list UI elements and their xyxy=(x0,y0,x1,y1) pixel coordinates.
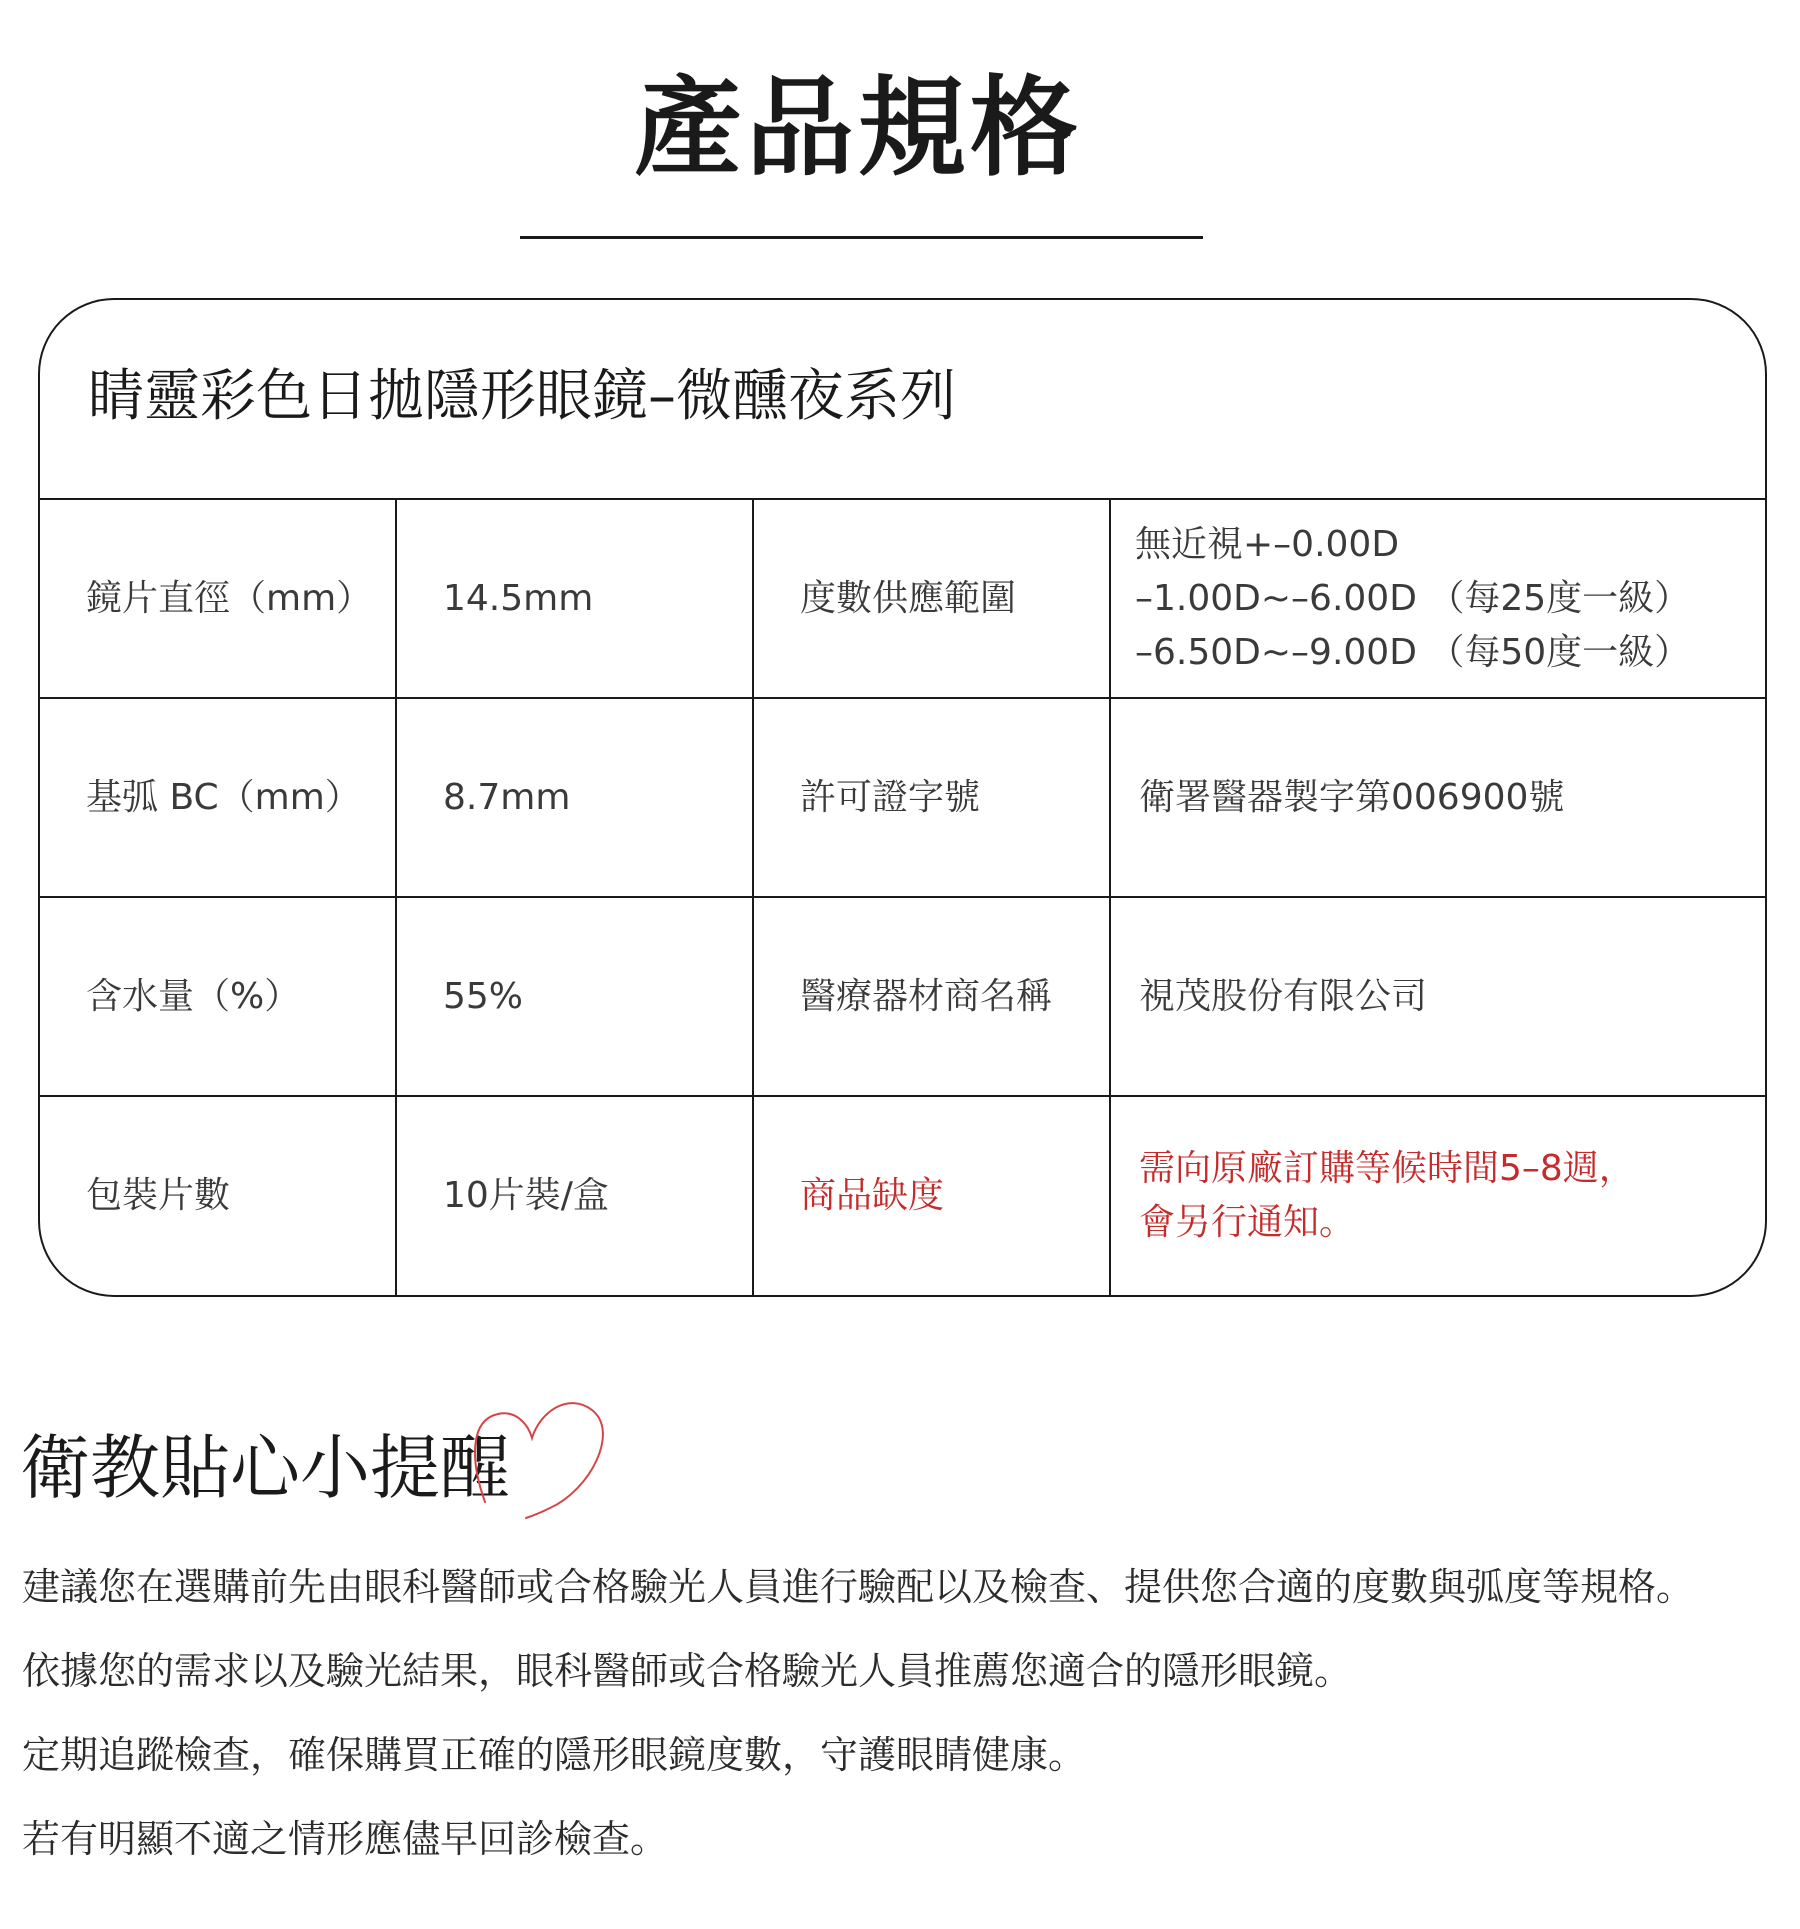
tips-heading-block xyxy=(20,1390,620,1520)
spec-value-diameter: 14.5mm xyxy=(397,500,754,699)
spec-value-license: 衛署醫器製字第006900號 xyxy=(1111,699,1765,898)
spec-label-package: 包裝片數 xyxy=(40,1097,397,1295)
spec-label-power-range: 度數供應範圍 xyxy=(754,500,1111,699)
spec-label-base-curve: 基弧 BC（mm） xyxy=(40,699,397,898)
spec-value-power-range xyxy=(1111,500,1765,699)
spec-label-diameter: 鏡片直徑（mm） xyxy=(40,500,397,699)
spec-label-license: 許可證字號 xyxy=(754,699,1111,898)
power-range-line: –1.00D~–6.00D （每25度一級） xyxy=(1135,577,1691,619)
spec-value-package: 10片裝/盒 xyxy=(397,1097,754,1295)
power-range-line: 無近視+–0.00D xyxy=(1135,523,1400,565)
out-of-stock-line: 會另行通知。 xyxy=(1139,1202,1356,1243)
spec-label-water-content: 含水量（%） xyxy=(40,898,397,1097)
spec-value-water-content: 55% xyxy=(397,898,754,1097)
spec-table xyxy=(38,298,1767,1297)
power-range-line: –6.50D~–9.00D （每50度一級） xyxy=(1135,631,1691,673)
tips-list xyxy=(22,1545,1782,1881)
heart-outline-icon xyxy=(450,1390,630,1530)
page-title: 產品規格 xyxy=(633,66,1082,191)
product-name: 睛靈彩色日拋隱形眼鏡–微醺夜系列 xyxy=(40,300,1765,500)
out-of-stock-line: 需向原廠訂購等候時間5–8週， xyxy=(1139,1148,1635,1189)
tip-item: 建議您在選購前先由眼科醫師或合格驗光人員進行驗配以及檢查、提供您合適的度數與弧度等規格。 xyxy=(22,1565,1695,1609)
tip-item: 定期追蹤檢查，確保購買正確的隱形眼鏡度數，守護眼睛健康。 xyxy=(22,1733,1087,1777)
spec-value-manufacturer: 視茂股份有限公司 xyxy=(1111,898,1765,1097)
spec-grid xyxy=(40,500,1765,1295)
tip-item: 若有明顯不適之情形應儘早回診檢查。 xyxy=(22,1817,669,1861)
spec-label-out-of-stock: 商品缺度 xyxy=(754,1097,1111,1295)
tips-heading: 衛教貼心小提醒 xyxy=(20,1427,510,1509)
tip-item: 依據您的需求以及驗光結果，眼科醫師或合格驗光人員推薦您適合的隱形眼鏡。 xyxy=(22,1649,1353,1693)
spec-value-base-curve: 8.7mm xyxy=(397,699,754,898)
title-underline xyxy=(520,236,1203,239)
spec-value-out-of-stock xyxy=(1111,1097,1765,1295)
spec-label-manufacturer: 醫療器材商名稱 xyxy=(754,898,1111,1097)
